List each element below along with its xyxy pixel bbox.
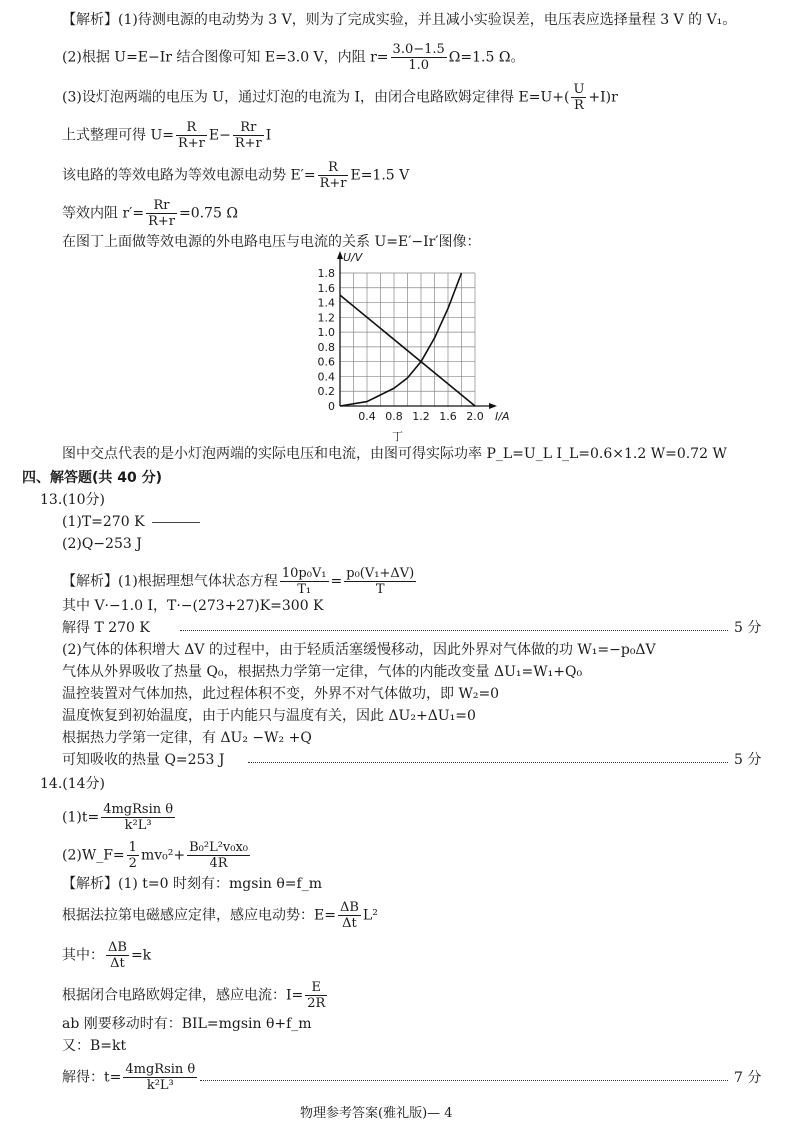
- origin-label: 0: [328, 400, 335, 413]
- denominator: R+r: [148, 214, 175, 229]
- q14-analysis-2: [62, 900, 378, 931]
- text: 解得：t=: [62, 1069, 122, 1086]
- text: 等效内阻 r′=: [62, 205, 145, 222]
- fraction: [571, 82, 586, 113]
- y-tick-label: 0.6: [317, 355, 335, 369]
- analysis-line-5: [62, 160, 409, 191]
- denominator: R: [574, 98, 584, 113]
- fraction: [338, 900, 361, 931]
- denominator: k²L³: [124, 818, 152, 833]
- bulb-characteristic-curve: [340, 273, 462, 406]
- x-tick-label: 1.2: [412, 410, 430, 423]
- numerator: R: [318, 160, 349, 176]
- q13-analysis-8: 根据热力学第一定律，有 ΔU₂ −W₂ +Q: [62, 730, 312, 746]
- text: E−: [208, 127, 231, 144]
- analysis-line-2: [62, 42, 524, 73]
- text: +I)r: [588, 89, 618, 106]
- q14-analysis-5: ab 刚要移动时有：BIL=mgsin θ+f_m: [62, 1016, 312, 1032]
- y-tick-label: 0.4: [317, 370, 335, 384]
- q13-answer-1: (1)T=270 K: [62, 514, 145, 530]
- numerator: U: [573, 82, 585, 97]
- y-tick-label: 1.4: [317, 296, 335, 310]
- text: 其中：: [62, 947, 104, 964]
- analysis-line-8: 图中交点代表的是小灯泡两端的实际电压和电流，由图可得实际功率 P_L=U_L I_L=0.6×1.2 W=0.72 W: [62, 446, 727, 462]
- fraction: [305, 980, 327, 1011]
- y-tick-label: 0.8: [317, 340, 335, 354]
- analysis-line-6: [62, 198, 238, 229]
- denominator: R+r: [319, 176, 347, 191]
- q13-analysis-6: 温控装置对气体加热，此过程体积不变，外界不对气体做功，即 W₂=0: [62, 686, 500, 702]
- q14-analysis-3: [62, 940, 151, 971]
- numerator: B₀²L²v₀x₀: [189, 840, 249, 855]
- x-axis-label: I/A: [495, 410, 510, 423]
- fraction: [391, 42, 447, 73]
- text: 该电路的等效电路为等效电源电动势 E′=: [62, 167, 316, 184]
- text: Ω=1.5 Ω。: [448, 49, 525, 66]
- denominator: R+r: [234, 136, 262, 151]
- numerator: p₀(V₁+ΔV): [346, 566, 415, 581]
- text: E=1.5 V: [350, 167, 410, 184]
- question-13-number: 13.(10分): [40, 492, 106, 508]
- denominator: 2R: [307, 996, 326, 1011]
- q14-analysis-1: 【解析】(1) t=0 时刻有：mgsin θ=f_m: [62, 876, 322, 892]
- q13-analysis-2: 其中 V·−1.0 I，T·−(273+27)K=300 K: [62, 598, 324, 614]
- q13-analysis-1: [62, 566, 418, 597]
- text: mv₀²+: [140, 847, 186, 864]
- numerator: 3.0−1.5: [392, 42, 445, 57]
- question-14-number: 14.(14分): [40, 776, 106, 792]
- denominator: T: [375, 582, 385, 597]
- numerator: ΔB: [108, 940, 127, 955]
- underline: [152, 522, 200, 523]
- numerator: 1: [128, 840, 137, 855]
- x-tick-label: 0.4: [358, 410, 376, 423]
- fraction: [123, 1062, 197, 1093]
- analysis-line-4: [62, 120, 271, 151]
- text: 上式整理可得 U=: [62, 127, 174, 144]
- fraction: [233, 120, 264, 151]
- x-tick-label: 2.0: [466, 410, 484, 423]
- text: (3)设灯泡两端的电压为 U，通过灯泡的电流为 I，由闭合电路欧姆定律得 E=U+(: [62, 89, 570, 106]
- q14-analysis-4: [62, 980, 329, 1011]
- denominator: 1.0: [408, 58, 430, 73]
- numerator: R: [176, 120, 207, 136]
- analysis-line-1: 【解析】(1)待测电源的电动势为 3 V，则为了完成实验，并且减小实验误差，电压表应选择量程 3 V 的 V₁。: [62, 12, 737, 28]
- x-tick-label: 1.6: [439, 410, 457, 423]
- denominator: k²L³: [146, 1078, 174, 1093]
- numerator: 4mgRsin θ: [125, 1062, 196, 1077]
- analysis-line-3: [62, 82, 618, 113]
- section-heading: 四、解答题(共 40 分): [22, 470, 163, 486]
- denominator: R+r: [177, 136, 205, 151]
- y-axis-label: U/V: [343, 251, 363, 264]
- text: (2)W_F=: [62, 847, 125, 864]
- denominator: Δt: [342, 916, 357, 931]
- text: I: [265, 127, 272, 144]
- fraction: [146, 198, 177, 229]
- score-label: 5 分: [734, 620, 762, 636]
- figure-caption: 丁: [392, 430, 403, 443]
- q13-analysis-5: 气体从外界吸收了热量 Q₀，根据热力学第一定律，气体的内能改变量 ΔU₁=W₁+Q₀: [62, 664, 583, 680]
- text: 【解析】(1)根据理想气体状态方程: [62, 573, 278, 590]
- text: 根据闭合电路欧姆定律，感应电流：I=: [62, 987, 304, 1004]
- u-i-graph: [300, 248, 510, 448]
- fraction: [106, 940, 129, 971]
- text: L²: [362, 907, 378, 924]
- y-tick-label: 1.2: [317, 311, 335, 325]
- denominator: Δt: [110, 956, 125, 971]
- dotted-leader: [180, 630, 728, 631]
- q13-analysis-9: 可知吸收的热量 Q=253 J: [62, 752, 225, 768]
- fraction: [187, 840, 250, 871]
- x-tick-label: 0.8: [385, 410, 403, 423]
- text: =: [330, 573, 343, 590]
- y-tick-label: 1.6: [317, 281, 335, 295]
- q13-answer-2: (2)Q−253 J: [62, 536, 142, 552]
- q14-answer-2: [62, 840, 252, 871]
- q14-analysis-6: 又：B=kt: [62, 1038, 127, 1054]
- numerator: ΔB: [339, 900, 359, 915]
- dotted-leader: [200, 1080, 728, 1081]
- fraction: [318, 160, 349, 191]
- fraction: [127, 840, 139, 871]
- q13-analysis-3: 解得 T 270 K: [62, 620, 150, 636]
- fraction: [280, 566, 329, 597]
- q13-analysis-4: (2)气体的体积增大 ΔV 的过程中，由于轻质活塞缓慢移动，因此外界对气体做的功 W₁=−p₀ΔV: [62, 642, 656, 658]
- y-tick-label: 0.2: [317, 385, 335, 399]
- fraction: [101, 802, 175, 833]
- text: (2)根据 U=E−Ir 结合图像可知 E=3.0 V，内阻 r=: [62, 49, 389, 66]
- q13-analysis-7: 温度恢复到初始温度，由于内能只与温度有关，因此 ΔU₂+ΔU₁=0: [62, 708, 476, 724]
- y-tick-label: 1.8: [317, 267, 335, 280]
- dotted-leader: [248, 762, 728, 763]
- fraction: [344, 566, 416, 597]
- analysis-line-7: 在图丁上面做等效电源的外电路电压与电流的关系 U=E′−Ir′图像：: [62, 234, 481, 250]
- numerator: E: [305, 980, 327, 996]
- y-tick-label: 1.0: [317, 326, 335, 340]
- text: (1)t=: [62, 809, 100, 826]
- numerator: 10p₀V₁: [281, 566, 327, 581]
- x-axis-arrow-icon: [489, 403, 497, 409]
- page-footer: 物理参考答案(雅礼版)— 4: [300, 1106, 453, 1121]
- text: 根据法拉第电磁感应定律，感应电动势：E=: [62, 907, 336, 924]
- numerator: Rr: [233, 120, 264, 136]
- denominator: 2: [128, 856, 137, 871]
- score-label: 7 分: [734, 1070, 762, 1086]
- score-label: 5 分: [734, 752, 762, 768]
- numerator: Rr: [146, 198, 177, 214]
- numerator: 4mgRsin θ: [103, 802, 174, 817]
- denominator: T₁: [297, 582, 312, 597]
- text: =0.75 Ω: [178, 205, 238, 222]
- q14-analysis-7: [62, 1062, 199, 1093]
- q14-answer-1: [62, 802, 177, 833]
- denominator: 4R: [209, 856, 228, 871]
- text: =k: [130, 947, 152, 964]
- fraction: [176, 120, 207, 151]
